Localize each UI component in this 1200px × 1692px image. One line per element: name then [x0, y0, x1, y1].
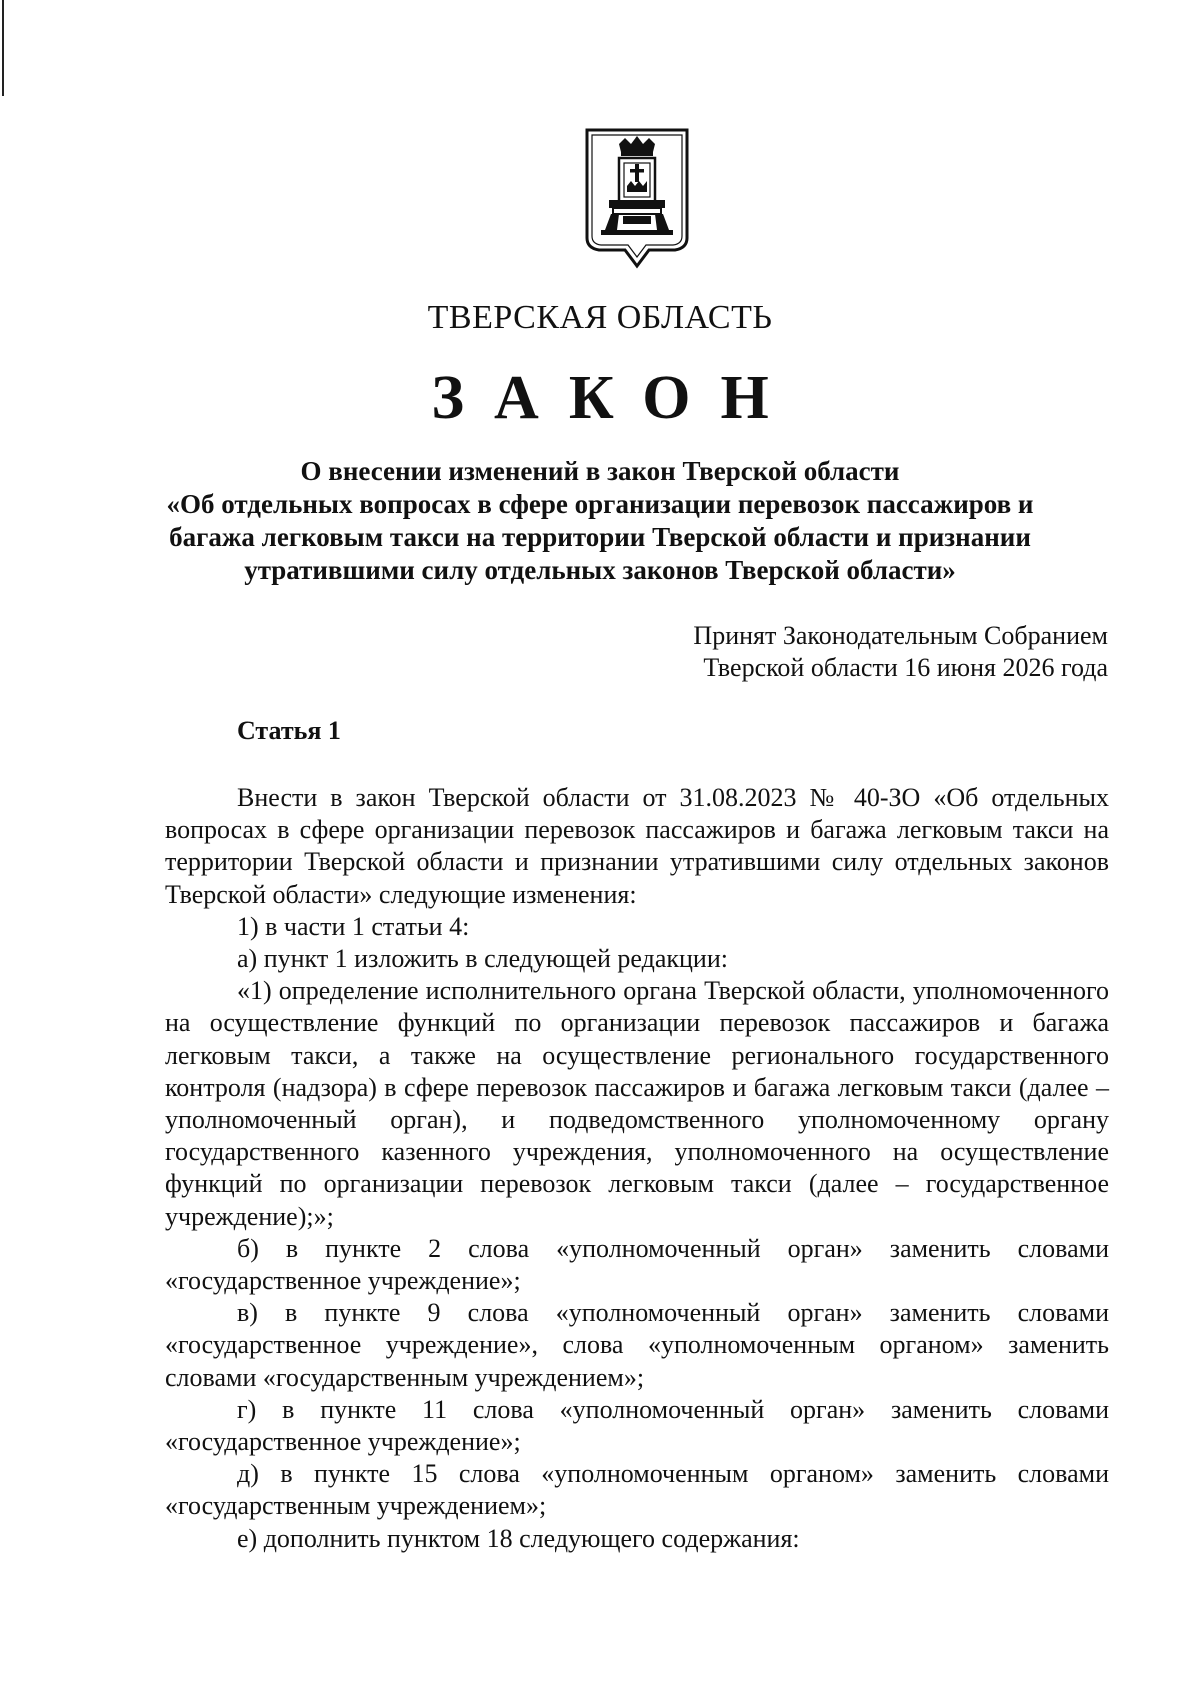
article-heading: Статья 1 — [237, 716, 341, 745]
region-name: ТВЕРСКАЯ ОБЛАСТЬ — [427, 299, 773, 336]
title-line: утратившими силу отдельных законов Тверской области» — [244, 555, 956, 585]
title-line: О внесении изменений в закон Тверской области — [300, 456, 900, 486]
title-line: «Об отдельных вопросах в сфере организации перевозок пассажиров и — [166, 489, 1034, 519]
document-type: ЗАКОН — [431, 364, 799, 432]
article-paragraph: Внести в закон Тверской области от 31.08.2023 № 40-ЗО «Об отдельных вопросах в сфере организации перевозок пассажиров и багажа легковым такси на территории Тверской области и признании утратившими силу отдельных законов Тверской области» следующие изменения: — [165, 783, 1109, 909]
article-paragraph: б) в пункте 2 слова «уполномоченный орган» заменить словами «государственное учреждение»; — [165, 1233, 1109, 1296]
article-paragraph: в) в пункте 9 слова «уполномоченный орган» заменить словами «государственное учреждение», слова «уполномоченным органом» заменить словами «государственным учреждением»; — [165, 1298, 1109, 1392]
article-paragraph: е) дополнить пунктом 18 следующего содержания: — [237, 1523, 800, 1553]
adoption-line: Принят Законодательным Собранием — [693, 621, 1108, 650]
article-paragraph: «1) определение исполнительного органа Тверской области, уполномоченного на осуществление функций по организации перевозок пассажиров и багажа легковым такси, а также на осуществление регионального государственного контроля (надзора) в сфере перевозок пассажиров и багажа легковым такси (далее – уполномоченный орган), и подведомственного уполномоченному органу государственного казенного учреждения, уполномоченного на осуществление функций по организации перевозок легковым такси (далее – государственное учреждение);»; — [165, 976, 1109, 1231]
article-paragraph: г) в пункте 11 слова «уполномоченный орган» заменить словами «государственное учреждение»; — [165, 1394, 1109, 1457]
title-line: багажа легковым такси на территории Тверской области и признании — [169, 522, 1031, 552]
scan-edge-mark — [2, 0, 4, 96]
adoption-line: Тверской области 16 июня 2026 года — [703, 653, 1108, 682]
article-body — [165, 782, 1109, 1555]
adoption-note — [693, 620, 1108, 684]
article-paragraph: д) в пункте 15 слова «уполномоченным органом» заменить словами «государственным учреждением»; — [165, 1459, 1109, 1521]
law-title — [150, 455, 1050, 587]
tver-coat-of-arms-icon — [583, 126, 691, 270]
article-paragraph: а) пункт 1 изложить в следующей редакции: — [237, 944, 728, 974]
article-paragraph: 1) в части 1 статьи 4: — [237, 911, 470, 941]
